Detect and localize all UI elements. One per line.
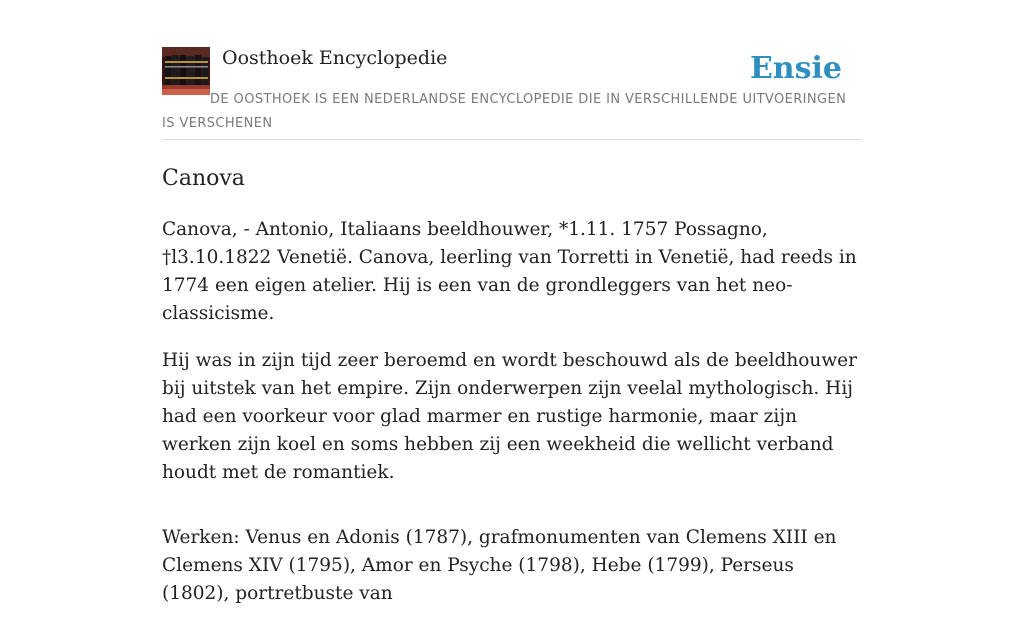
article-title: Canova: [162, 166, 245, 191]
site-tagline: DE OOSTHOEK IS EEN NEDERLANDSE ENCYCLOPEDIE DIE IN VERSCHILLENDE UITVOERINGEN IS VERSCHENEN: [162, 92, 847, 131]
ensie-logo[interactable]: Ensie: [749, 51, 842, 86]
article-body: [162, 216, 862, 627]
site-header: [162, 0, 862, 140]
site-name-link[interactable]: Oosthoek Encyclopedie: [222, 47, 448, 69]
article-paragraph: Hij was in zijn tijd zeer beroemd en wordt beschouwd als de beeldhouwer bij uitstek van het empire. Zijn onderwerpen zijn veelal mythologisch. Hij had een voorkeur voor glad marmer en rustige harmonie, maar zijn werken zijn koel en soms hebben zij een weekheid die wellicht verband houdt met de romantiek.: [162, 350, 857, 483]
article-paragraph: Canova, - Antonio, Italiaans beeldhouwer, *1.11. 1757 Possagno, †l3.10.1822 Venetië. Canova, leerling van Torretti in Venetië, had reeds in 1774 een eigen atelier. Hij is een van de grondleggers van het neo-classicisme.: [162, 219, 857, 324]
page-container: [162, 0, 862, 604]
article-paragraph: Werken: Venus en Adonis (1787), grafmonumenten van Clemens XIII en Clemens XIV (1795), Amor en Psyche (1798), Hebe (1799), Perseus (1802), portretbuste van: [162, 527, 837, 604]
